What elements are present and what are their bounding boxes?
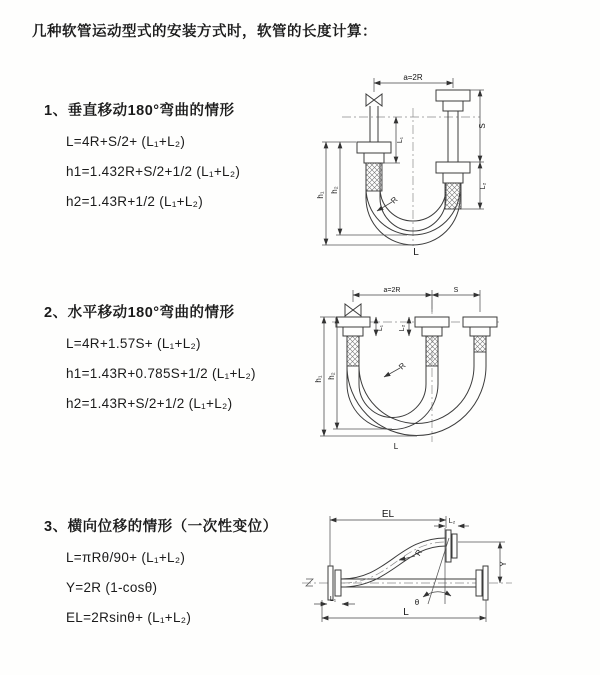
braid-section <box>347 336 359 366</box>
dim-label-el: EL <box>381 509 395 520</box>
flange <box>483 566 488 600</box>
break-symbol <box>306 579 313 586</box>
dim-label-l1: L₁ <box>397 136 404 144</box>
dim-label-y: Y <box>499 561 508 567</box>
flange <box>443 101 463 111</box>
flange <box>422 327 442 336</box>
hose-arc <box>359 336 426 418</box>
flange <box>335 570 341 596</box>
formula-s3-length: L=πRθ/90+ (L₁+L₂) <box>66 550 186 565</box>
radius-leader <box>384 368 400 377</box>
page-title: 几种软管运动型式的安装方式时，软管的长度计算： <box>32 24 377 40</box>
formula-s2-h1: h1=1.43R+0.785S+1/2 (L₁+L₂) <box>66 366 256 381</box>
flange <box>415 317 449 327</box>
formula-s1-h1: h1=1.432R+S/2+1/2 (L₁+L₂) <box>66 164 241 179</box>
braid-section <box>426 336 438 366</box>
flange <box>436 90 470 101</box>
flanges <box>328 530 488 600</box>
dim-label-h2: h₂ <box>327 372 336 380</box>
flange <box>463 317 497 327</box>
flange <box>364 153 384 163</box>
section-3-heading: 3、横向位移的情形（一次性变位） <box>44 519 278 535</box>
dim-label-s: S <box>453 287 459 294</box>
diagram-horizontal-180-bend <box>310 284 600 456</box>
length-label: L <box>393 442 399 451</box>
dim-label-l2: L₂ <box>399 324 406 332</box>
flange <box>443 173 463 183</box>
flange <box>343 327 363 336</box>
flange <box>470 327 490 336</box>
pipes <box>336 304 497 336</box>
dim-label-span: a=2R <box>383 287 401 294</box>
dimensions <box>314 287 480 451</box>
braid-section <box>366 163 382 191</box>
section-2-heading: 2、水平移动180°弯曲的情形 <box>44 305 235 321</box>
formula-s3-el: EL=2Rsinθ+ (L₁+L₂) <box>66 610 192 625</box>
section-vertical-travel <box>44 103 240 210</box>
flange <box>452 534 457 558</box>
flange <box>328 566 333 600</box>
dim-label-h1: h₁ <box>316 191 325 199</box>
angle-arc <box>423 592 451 597</box>
diagram-lateral-displacement <box>300 508 600 656</box>
valve-icon <box>366 94 382 106</box>
section-horizontal-travel <box>44 305 256 412</box>
left-pipe <box>357 94 391 163</box>
hose-arc <box>347 336 438 430</box>
length-label: L <box>413 247 419 258</box>
radius-label: R <box>397 361 408 372</box>
right-pipe <box>436 90 470 183</box>
formula-s2-h2: h2=1.43R+S/2+1/2 (L₁+L₂) <box>66 396 233 411</box>
dim-label-h2: h₂ <box>330 186 339 194</box>
hose-displaced-position <box>341 546 446 587</box>
flange <box>336 317 370 327</box>
dim-label-h1: h₁ <box>314 375 323 383</box>
dim-label-l2: L₂ <box>448 518 456 525</box>
valve-icon <box>345 304 361 316</box>
dim-label-l1: L₁ <box>377 324 384 332</box>
section-1-heading: 1、垂直移动180°弯曲的情形 <box>44 103 235 119</box>
formula-s1-h2: h2=1.43R+1/2 (L₁+L₂) <box>66 194 204 209</box>
formula-s2-length: L=4R+1.57S+ (L₁+L₂) <box>66 336 201 351</box>
hose-arc <box>347 336 486 436</box>
hose-arc <box>359 336 474 424</box>
dimensions <box>314 509 508 622</box>
section-lateral-displacement <box>44 519 278 626</box>
dim-label-l2: L₂ <box>480 182 487 190</box>
dim-label-l1: L₁ <box>329 596 337 603</box>
dim-label-s: S <box>478 123 487 129</box>
flange <box>436 162 470 173</box>
braid-section <box>445 183 461 209</box>
flange <box>357 142 391 153</box>
length-label: L <box>403 607 409 618</box>
radius-label: R <box>413 547 425 558</box>
braid-section <box>474 336 486 352</box>
radius-label: R <box>389 195 400 206</box>
flange <box>476 570 482 596</box>
angle-label: θ <box>414 598 420 607</box>
diagram-vertical-180-bend <box>312 70 590 258</box>
dim-label-span: a=2R <box>403 73 423 82</box>
formula-s3-y: Y=2R (1-cosθ) <box>66 580 158 595</box>
radius-leader <box>377 202 392 211</box>
formula-s1-length: L=4R+S/2+ (L₁+L₂) <box>66 134 186 149</box>
hose-body <box>347 336 486 436</box>
